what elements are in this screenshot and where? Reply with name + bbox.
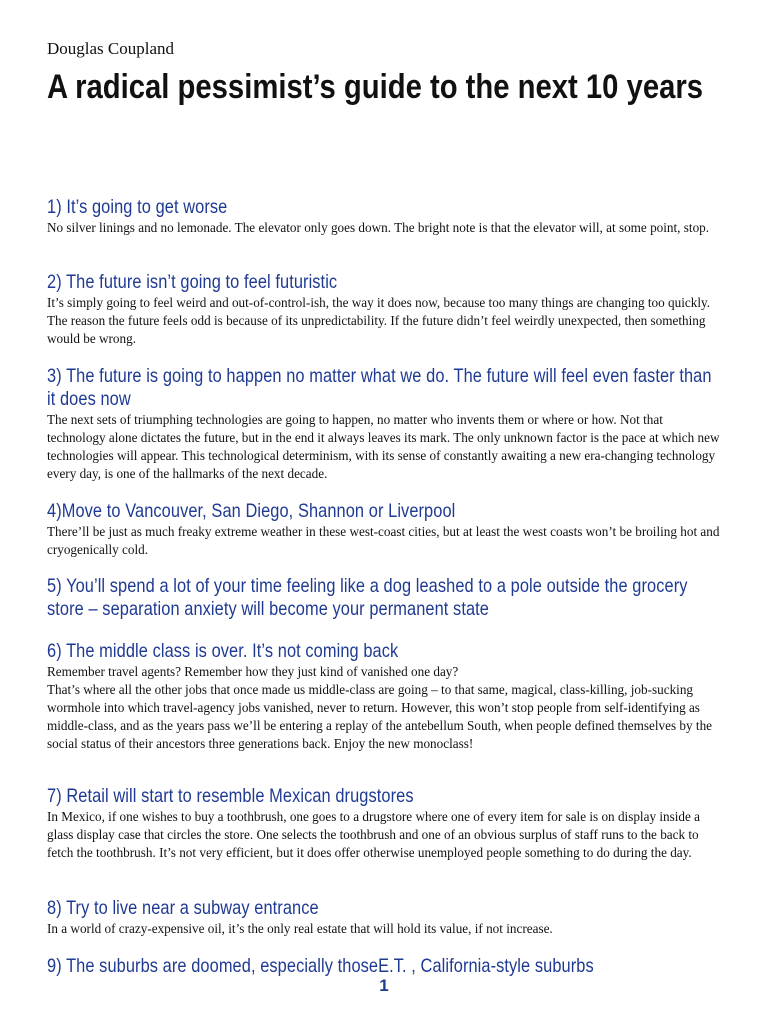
section-paragraph: It’s simply going to feel weird and out-of-control-ish, the way it does now, because too many things are changing too quickly. The reason the future feels odd is because of its unpredictability. If the future didn’t feel weirdly unexpected, then something would be wrong. — [47, 295, 711, 346]
section-heading: 1) It’s going to get worse — [47, 196, 228, 218]
section-heading: 3) The future is going to happen no matter what we do. The future will feel even faster than it does now — [47, 365, 712, 410]
section-paragraph: No silver linings and no lemonade. The elevator only goes down. The bright note is that the elevator will, at some point, stop. — [47, 220, 710, 235]
section-heading: 4)Move to Vancouver, San Diego, Shannon or Liverpool — [47, 500, 456, 522]
section-8 — [47, 897, 723, 938]
section-paragraph: That’s where all the other jobs that once made us middle-class are going – to that same, magical, class-killing, job-sucking wormhole into which travel-agency jobs vanished, never to return. However, this won’t stop people from self-identifying as middle-class, and as the years pass we’ll be entering a replay of the antebellum South, when people defined themselves by the social status of their ancestors three generations back. Enjoy the new monoclass! — [47, 682, 713, 751]
section-paragraph: In a world of crazy-expensive oil, it’s the only real estate that will hold its value, if not increase. — [47, 921, 553, 936]
section-3 — [47, 365, 723, 483]
section-heading: 2) The future isn’t going to feel futuristic — [47, 271, 338, 293]
section-paragraph: Remember travel agents? Remember how they just kind of vanished one day? — [47, 664, 459, 679]
section-paragraph: In Mexico, if one wishes to buy a toothbrush, one goes to a drugstore where one of every item for sale is on display inside a glass display case that circles the store. One selects the toothbrush and one of an obvious surplus of staff runs to the back to fetch the toothbrush. It’s not very efficient, but it does offer otherwise unemployed people something to do during the day. — [47, 809, 700, 860]
section-6 — [47, 640, 723, 753]
section-9 — [47, 955, 723, 978]
section-heading: 6) The middle class is over. It’s not coming back — [47, 640, 399, 662]
section-heading: 9) The suburbs are doomed, especially thoseE.T. , California-style suburbs — [47, 955, 594, 977]
section-1 — [47, 196, 723, 237]
section-4 — [47, 500, 723, 559]
page-title: A radical pessimist’s guide to the next 10 years — [47, 68, 703, 106]
section-heading: 8) Try to live near a subway entrance — [47, 897, 319, 919]
author-name: Douglas Coupland — [47, 39, 175, 58]
section-5 — [47, 575, 723, 621]
section-7 — [47, 785, 723, 862]
page-number: 1 — [379, 976, 389, 995]
section-paragraph: There’ll be just as much freaky extreme weather in these west-coast cities, but at least the west coasts won’t be broiling hot and cryogenically cold. — [47, 524, 720, 557]
section-heading: 5) You’ll spend a lot of your time feeling like a dog leashed to a pole outside the grocery store – separation anxiety will become your permanent state — [47, 575, 688, 620]
section-heading: 7) Retail will start to resemble Mexican drugstores — [47, 785, 414, 807]
section-paragraph: The next sets of triumphing technologies are going to happen, no matter who invents them or where or how. Not that technology alone dictates the future, but in the end it always leaves its mark. The only unknown factor is the pace at which new technologies will appear. This technological determinism, with its sense of constantly awaiting a new era-changing technology every day, is one of the hallmarks of the next decade. — [47, 412, 720, 481]
section-2 — [47, 271, 723, 348]
